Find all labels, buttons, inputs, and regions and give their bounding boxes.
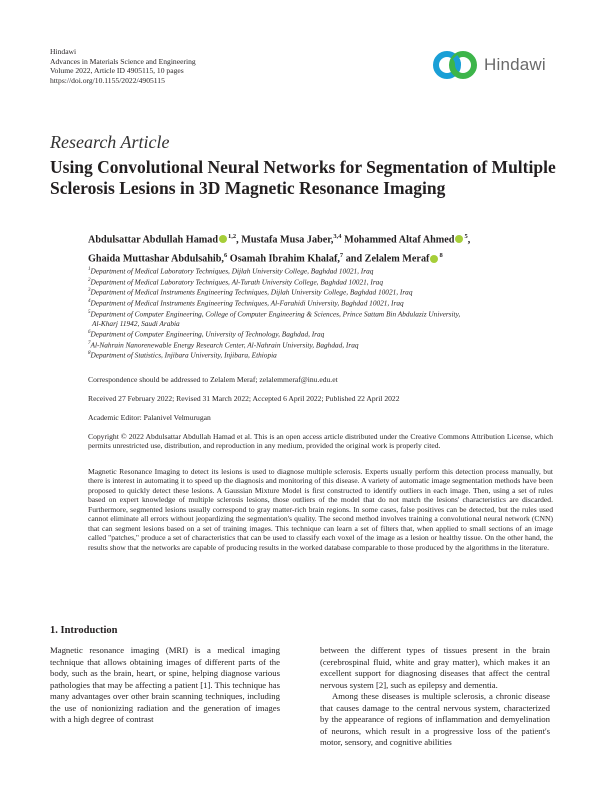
body-column-left	[50, 645, 280, 726]
author-affiliation-marker: 7	[339, 252, 344, 260]
affiliation-text: Department of Computer Engineering, College of Computer Engineering & Sciences, Prince Sattam Bin Abdulaziz University,	[90, 309, 461, 319]
orcid-icon[interactable]	[455, 235, 463, 243]
affiliation	[88, 328, 553, 339]
section-heading: 1. Introduction	[50, 625, 118, 636]
affiliation-text-continued: Al-Kharj 11942, Saudi Arabia	[92, 318, 180, 328]
author-name: Mustafa Musa Jaber,	[241, 234, 334, 246]
affiliation-list	[88, 265, 553, 360]
article-type: Research Article	[50, 132, 170, 152]
affiliation-text: Al-Nahrain Nanorenewable Energy Research Center, Al-Nahrain University, Baghdad, Iraq	[90, 340, 359, 350]
hindawi-logo	[432, 50, 546, 80]
orcid-icon[interactable]	[430, 255, 438, 263]
article-title: Using Convolutional Neural Networks for Segmentation of Multiple Sclerosis Lesions in 3D Magnetic Resonance Imaging	[50, 157, 556, 198]
affiliation	[88, 276, 553, 287]
affiliation-number: 1	[88, 267, 91, 272]
affiliation-number: 6	[88, 329, 91, 335]
affiliation-number: 8	[88, 351, 91, 357]
author-name: Ghaida Muttashar Abdulsahib,	[88, 253, 224, 265]
body-column-right	[320, 645, 550, 749]
copyright-notice: Copyright © 2022 Abdulsattar Abdullah Hamad et al. This is an open access article distributed under the Creative Commons Attribution License, which permits unrestricted use, distribution, and reproduction in any medium, provided the original work is properly cited.	[88, 432, 553, 451]
affiliation-number: 3	[88, 288, 91, 294]
affiliation-number: 5	[88, 309, 91, 315]
journal-name: Advances in Materials Science and Engineering	[50, 56, 196, 66]
volume-info: Volume 2022, Article ID 4905115, 10 pages	[50, 66, 184, 76]
author-affiliation-marker: 3,4	[333, 233, 342, 240]
author-name: Osamah Ibrahim Khalaf,	[229, 253, 340, 265]
author-name: Abdulsattar Abdullah Hamad	[88, 234, 219, 246]
author-list: Abdulsattar Abdullah Hamad $^{1,2}$, Mustafa Musa Jaber,$^{3,4}$ Mohammed Altaf Ahmed $^5$, Ghaida Muttashar Abdulsahib,$^6$ Osamah Ibrahim Khalaf,$^7$ and Zelalem Meraf $^8$	[88, 233, 471, 265]
publisher-name: Hindawi	[50, 47, 77, 56]
affiliation-text: Department of Medical Instruments Engineering Techniques, Al-Farahidi University, Baghdad 10021, Iraq	[90, 298, 404, 308]
affiliation-text: Department of Statistics, Injibara University, Injibara, Ethiopia	[90, 350, 277, 360]
author-affiliation-marker: 8	[439, 252, 443, 260]
affiliation-number: 7	[88, 340, 91, 346]
affiliation	[88, 308, 553, 328]
author-name: Mohammed Altaf Ahmed	[344, 234, 455, 246]
author-affiliation-marker: 1,2	[228, 233, 237, 240]
paragraph: Magnetic resonance imaging (MRI) is a medical imaging technique that allows obtaining images of different parts of the body, such as the brain, heart, or spine, helping diagnose various pathologies that may be affecting a patient [1]. This technique has many advantages over other brain scanning techniques, including the use of nonionizing radiation and the generation of images with a high degree of contrast	[50, 645, 280, 724]
hindawi-logo-icon	[432, 50, 478, 80]
author-affiliation-marker: 5	[464, 233, 468, 240]
paragraph: between the different types of tissues present in the brain (cerebrospinal fluid, white and gray matter), which makes it an excellent support for diagnosing diseases that affect the central nervous system [2], such as epilepsy and dementia.	[320, 645, 550, 690]
affiliation-text: Department of Medical Laboratory Techniques, Al-Turath University College, Baghdad 10021, Iraq	[90, 277, 383, 287]
paragraph: Among these diseases is multiple sclerosis, a chronic disease that causes damage to the central nervous system, characterized by the appearance of regions of inflammation and demyelination of neurons, which result in a progressive loss of the patient's motor, sensory, and cognitive abilities	[320, 691, 550, 747]
affiliation	[88, 349, 553, 360]
author-affiliation-marker: 6	[223, 252, 228, 260]
correspondence: Correspondence should be addressed to Zelalem Meraf; zelalemmeraf@inu.edu.et	[88, 375, 338, 384]
affiliation-number: 4	[88, 299, 91, 305]
orcid-icon[interactable]	[219, 235, 227, 243]
article-dates: Received 27 February 2022; Revised 31 March 2022; Accepted 6 April 2022; Published 22 April 2022	[88, 394, 400, 403]
author-name: Zelalem Meraf	[364, 253, 430, 265]
affiliation-text: Department of Medical Instruments Engineering Techniques, Dijlah University College, Baghdad 10021, Iraq	[90, 287, 413, 297]
affiliation	[88, 286, 553, 297]
logo-wordmark: Hindawi	[484, 55, 546, 74]
doi-link[interactable]: https://doi.org/10.1155/2022/4905115	[50, 75, 165, 85]
abstract-text: Magnetic Resonance Imaging to detect its lesions is used to diagnose multiple sclerosis. Experts usually perform this detection process manually, but there is interest in automating it to speed up the diagnosis and monitoring of this disease. A variety of automatic image segmentation methods have been proposed to quickly detect these lesions. A Gaussian Mixture Model is first constructed to identify outliers in each image. Then, using a set of rules based on expert knowledge of multiple sclerosis lesions, those outliers of the model that do not match the lesions' characteristics are discarded. Furthermore, segmented lesions usually correspond to gray matter-rich brain regions. In some cases, false positives can be detected, but the rules used cannot eliminate all errors without jeopardizing the segmentation's quality. The second method involves training a convolutional neural network (CNN) that can segment lesions based on a set of training images. This technique can learn a set of filters that, when applied to small sections of an image called "patches," produce a set of characteristics that can be used to classify each voxel of the image as a lesion or healthy tissue. On the other hand, the results show that the networks are capable of producing results in the worked database comparable to those produced by the algorithms in the literature.	[88, 467, 553, 552]
affiliation-number: 2	[88, 277, 91, 283]
affiliation	[88, 339, 553, 350]
journal-header	[50, 47, 196, 85]
affiliation-text: Department of Medical Laboratory Techniques, Dijlah University College, Baghdad 10021, Iraq	[90, 266, 374, 276]
academic-editor: Academic Editor: Palanivel Velmurugan	[88, 413, 211, 422]
affiliation-text: Department of Computer Engineering, University of Technology, Baghdad, Iraq	[90, 329, 325, 339]
affiliation	[88, 265, 553, 276]
affiliation	[88, 297, 553, 308]
